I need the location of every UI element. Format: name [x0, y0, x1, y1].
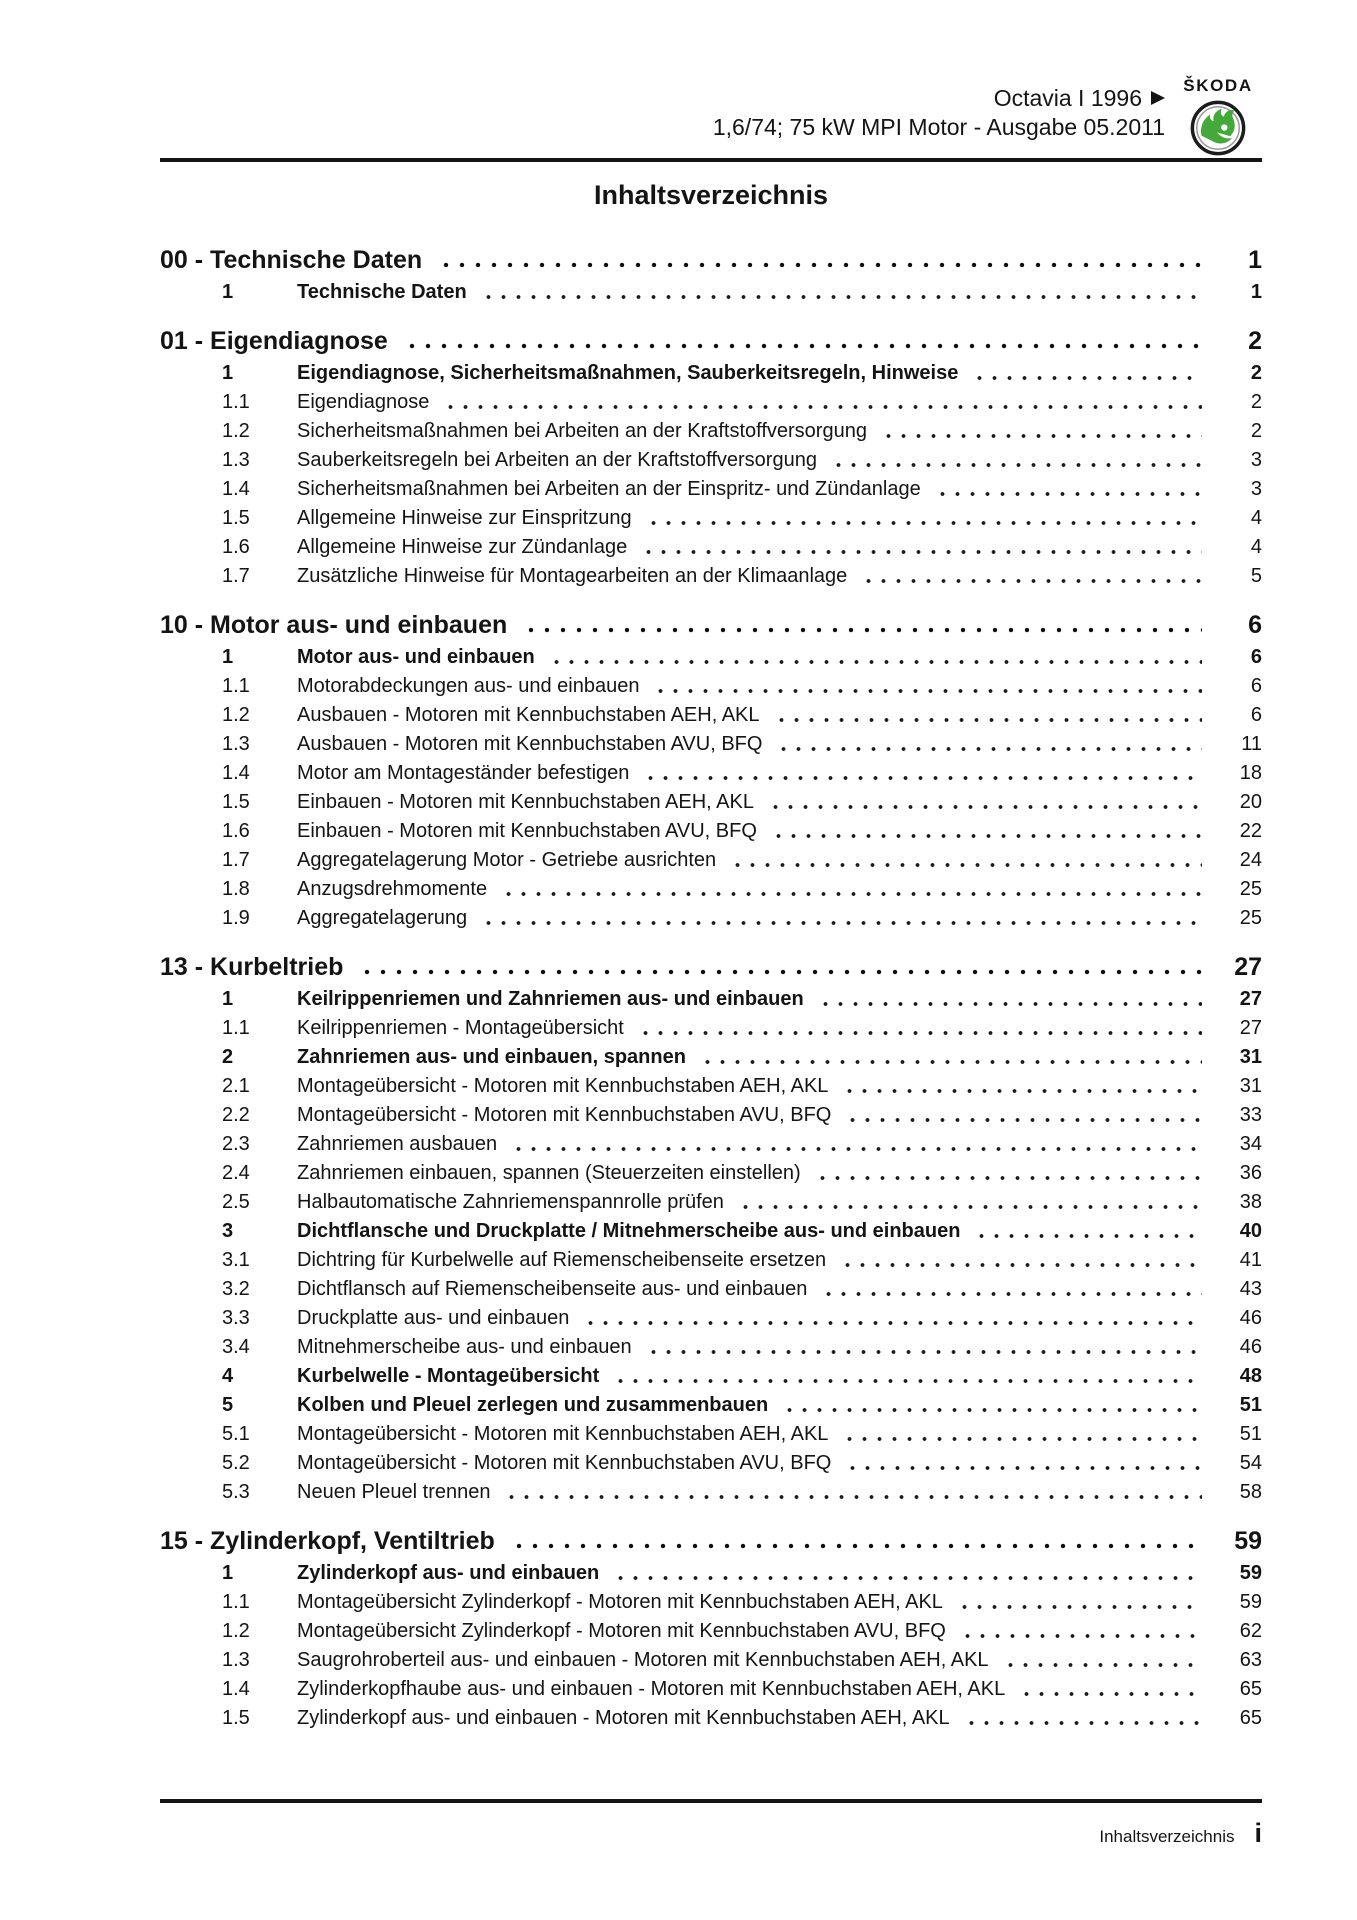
- toc-entry-title: Motor am Montageständer befestigen: [297, 762, 630, 784]
- toc-entry-title: Eigendiagnose: [297, 391, 430, 413]
- dot-leader: [838, 1246, 1202, 1275]
- toc-entry[interactable]: [160, 533, 1262, 562]
- toc-section-header[interactable]: [160, 323, 1262, 359]
- toc-entry-number: 1.2: [222, 1620, 250, 1642]
- toc-entry-number: 2.3: [222, 1133, 250, 1155]
- toc-entry-title: Montageübersicht - Motoren mit Kennbuchstaben AVU, BFQ: [297, 1104, 832, 1126]
- toc-entry[interactable]: [160, 1159, 1262, 1188]
- dot-leader: [728, 846, 1202, 875]
- toc-entry-page: 59: [1239, 1562, 1262, 1584]
- toc-entry[interactable]: [160, 504, 1262, 533]
- toc-entry-page: 38: [1239, 1191, 1262, 1213]
- toc-entry-page: 63: [1239, 1649, 1262, 1671]
- toc-entry-number: 1: [222, 988, 234, 1010]
- toc-entry-title: Montageübersicht Zylinderkopf - Motoren mit Kennbuchstaben AVU, BFQ: [297, 1620, 946, 1642]
- toc-entry-title: Dichtflansch auf Riemenscheibenseite aus- und einbauen: [297, 1278, 808, 1300]
- toc-entry-title: Einbauen - Motoren mit Kennbuchstaben AVU, BFQ: [297, 820, 757, 842]
- toc-entry[interactable]: [160, 904, 1262, 933]
- dot-leader: [970, 359, 1202, 388]
- toc-entry-number: 1.4: [222, 762, 250, 784]
- toc-entry-number: 2.1: [222, 1075, 250, 1097]
- footer-page-number: i: [1254, 1818, 1262, 1848]
- toc-entry-page: 34: [1239, 1133, 1262, 1155]
- toc-entry[interactable]: [160, 846, 1262, 875]
- toc-entry-title: Dichtring für Kurbelwelle auf Riemenscheibenseite ersetzen: [297, 1249, 827, 1271]
- toc-entry-page: 65: [1239, 1678, 1262, 1700]
- document-footer: [1099, 1820, 1262, 1847]
- dot-leader: [772, 701, 1202, 730]
- toc-entry-page: 46: [1239, 1307, 1262, 1329]
- toc-entry-number: 1.2: [222, 420, 250, 442]
- dot-leader: [958, 1617, 1202, 1646]
- toc-entry-page: 20: [1239, 791, 1262, 813]
- dot-leader: [1017, 1675, 1202, 1704]
- toc-entry-title: Saugrohroberteil aus- und einbauen - Motoren mit Kennbuchstaben AEH, AKL: [297, 1649, 989, 1671]
- toc-entry[interactable]: [160, 1072, 1262, 1101]
- toc-entry-page: 4: [1250, 536, 1262, 558]
- toc-entry[interactable]: [160, 278, 1262, 307]
- toc-section-title: 15 - Zylinderkopf, Ventiltrieb: [160, 1527, 495, 1555]
- toc-entry-page: 46: [1239, 1336, 1262, 1358]
- toc-entry-number: 1.9: [222, 907, 250, 929]
- toc-entry[interactable]: [160, 1646, 1262, 1675]
- skoda-logo: [1183, 76, 1253, 157]
- dot-leader: [434, 242, 1202, 278]
- toc-entry-number: 1.5: [222, 507, 250, 529]
- toc-entry-page: 24: [1239, 849, 1262, 871]
- toc-entry-page: 41: [1239, 1249, 1262, 1271]
- toc-entry[interactable]: [160, 1101, 1262, 1130]
- toc-section-page: 6: [1248, 611, 1262, 639]
- dot-leader: [955, 1588, 1202, 1617]
- toc-entry-number: 5: [222, 1394, 234, 1416]
- toc-entry[interactable]: [160, 701, 1262, 730]
- toc-entry-page: 27: [1239, 1017, 1262, 1039]
- toc-entry-page: 3: [1250, 478, 1262, 500]
- dot-leader: [611, 1559, 1202, 1588]
- toc-entry[interactable]: [160, 1043, 1262, 1072]
- toc: [160, 240, 1262, 1733]
- toc-entry[interactable]: [160, 417, 1262, 446]
- dot-leader: [766, 788, 1202, 817]
- toc-entry-number: 1.5: [222, 1707, 250, 1729]
- toc-entry[interactable]: [160, 1362, 1262, 1391]
- model-text: Octavia I 1996: [993, 85, 1142, 111]
- toc-entry[interactable]: [160, 1304, 1262, 1333]
- toc-entry-title: Mitnehmerscheibe aus- und einbauen: [297, 1336, 632, 1358]
- toc-entry-number: 1.7: [222, 565, 250, 587]
- toc-entry-page: 54: [1239, 1452, 1262, 1474]
- dot-leader: [651, 672, 1202, 701]
- toc-entry-number: 1.6: [222, 536, 250, 558]
- header-edition-line: 1,6/74; 75 kW MPI Motor - Ausgabe 05.2011: [712, 114, 1165, 140]
- toc-entry-title: Allgemeine Hinweise zur Einspritzung: [297, 507, 632, 529]
- toc-entry[interactable]: [160, 1675, 1262, 1704]
- toc-entry-number: 1.8: [222, 878, 250, 900]
- toc-entry-title: Halbautomatische Zahnriemenspannrolle prüfen: [297, 1191, 724, 1213]
- toc-entry-title: Keilrippenriemen und Zahnriemen aus- und einbauen: [297, 988, 804, 1010]
- toc-section: [160, 242, 1262, 307]
- toc-entry-title: Zahnriemen einbauen, spannen (Steuerzeiten einstellen): [297, 1162, 801, 1184]
- toc-entry-title: Montageübersicht - Motoren mit Kennbuchstaben AEH, AKL: [297, 1423, 829, 1445]
- dot-leader: [641, 759, 1202, 788]
- dot-leader: [479, 278, 1202, 307]
- header-model-line: [713, 84, 1165, 113]
- toc-section-page: 2: [1248, 327, 1262, 355]
- toc-entry-number: 3.1: [222, 1249, 250, 1271]
- toc-entry-title: Keilrippenriemen - Montageübersicht: [297, 1017, 624, 1039]
- toc-entry-page: 3: [1250, 449, 1262, 471]
- toc-entry-page: 25: [1239, 907, 1262, 929]
- toc-section-page: 27: [1234, 953, 1262, 981]
- toc-entry-title: Zahnriemen ausbauen: [297, 1133, 498, 1155]
- toc-entry-title: Zylinderkopf aus- und einbauen: [297, 1562, 600, 1584]
- toc-entry-title: Montageübersicht - Motoren mit Kennbuchstaben AEH, AKL: [297, 1075, 829, 1097]
- toc-entry-title: Zahnriemen aus- und einbauen, spannen: [297, 1046, 686, 1068]
- toc-entry-page: 51: [1239, 1394, 1262, 1416]
- toc-entry-title: Sicherheitsmaßnahmen bei Arbeiten an der Kraftstoffversorgung: [297, 420, 867, 442]
- toc-entry-page: 1: [1250, 281, 1262, 303]
- toc-entry-title: Anzugsdrehmomente: [297, 878, 488, 900]
- toc-entry-number: 1.3: [222, 733, 250, 755]
- toc-entry[interactable]: [160, 875, 1262, 904]
- toc-entry-page: 33: [1239, 1104, 1262, 1126]
- toc-entry[interactable]: [160, 1478, 1262, 1507]
- dot-leader: [933, 475, 1202, 504]
- toc-entry-title: Motorabdeckungen aus- und einbauen: [297, 675, 640, 697]
- toc-section-title: 10 - Motor aus- und einbauen: [160, 611, 508, 639]
- dot-leader: [829, 446, 1202, 475]
- toc-entry-number: 1.3: [222, 1649, 250, 1671]
- toc-entry-number: 3: [222, 1220, 234, 1242]
- toc-entry[interactable]: [160, 1617, 1262, 1646]
- toc-section: [160, 949, 1262, 1507]
- dot-leader: [1001, 1646, 1202, 1675]
- toc-entry-page: 22: [1239, 820, 1262, 842]
- toc-entry[interactable]: [160, 1275, 1262, 1304]
- toc-entry-number: 2: [222, 1046, 234, 1068]
- toc-entry-page: 48: [1239, 1365, 1262, 1387]
- toc-entry-title: Montageübersicht Zylinderkopf - Motoren mit Kennbuchstaben AEH, AKL: [297, 1591, 943, 1613]
- toc-entry[interactable]: [160, 985, 1262, 1014]
- dot-leader: [644, 1333, 1202, 1362]
- dot-leader: [843, 1101, 1202, 1130]
- toc-entry-number: 1: [222, 1562, 234, 1584]
- toc-entry[interactable]: [160, 1014, 1262, 1043]
- toc-entry-page: 36: [1239, 1162, 1262, 1184]
- dot-leader: [502, 1478, 1202, 1507]
- toc-entry[interactable]: [160, 1188, 1262, 1217]
- toc-entry[interactable]: [160, 759, 1262, 788]
- toc-entry[interactable]: [160, 562, 1262, 591]
- toc-entry-page: 51: [1239, 1423, 1262, 1445]
- toc-section-header[interactable]: [160, 607, 1262, 643]
- toc-entry[interactable]: [160, 359, 1262, 388]
- dot-leader: [843, 1449, 1202, 1478]
- toc-entry-page: 2: [1250, 420, 1262, 442]
- toc-section-title: 13 - Kurbeltrieb: [160, 953, 344, 981]
- toc-entry-title: Montageübersicht - Motoren mit Kennbuchstaben AVU, BFQ: [297, 1452, 832, 1474]
- toc-entry-page: 25: [1239, 878, 1262, 900]
- toc-entry-title: Einbauen - Motoren mit Kennbuchstaben AEH, AKL: [297, 791, 754, 813]
- toc-entry[interactable]: [160, 788, 1262, 817]
- dot-leader: [816, 985, 1202, 1014]
- toc-entry-number: 3.4: [222, 1336, 250, 1358]
- dot-leader: [962, 1704, 1202, 1733]
- toc-entry[interactable]: [160, 817, 1262, 846]
- toc-entry-number: 1.4: [222, 478, 250, 500]
- toc-entry[interactable]: [160, 1420, 1262, 1449]
- toc-entry[interactable]: [160, 446, 1262, 475]
- page-title: Inhaltsverzeichnis: [593, 180, 829, 210]
- dot-leader: [780, 1391, 1202, 1420]
- toc-section-page: 1: [1248, 246, 1262, 274]
- document-header: [713, 84, 1165, 142]
- toc-entry[interactable]: [160, 730, 1262, 759]
- toc-entry-page: 31: [1239, 1046, 1262, 1068]
- toc-entry-number: 3.2: [222, 1278, 250, 1300]
- toc-entry-title: Ausbauen - Motoren mit Kennbuchstaben AVU, BFQ: [297, 733, 763, 755]
- toc-entry-title: Zusätzliche Hinweise für Montagearbeiten an der Klimaanlage: [297, 565, 848, 587]
- toc-entry-number: 5.2: [222, 1452, 250, 1474]
- toc-entry-page: 58: [1239, 1481, 1262, 1503]
- toc-entry-page: 31: [1239, 1075, 1262, 1097]
- toc-entry-title: Zylinderkopfhaube aus- und einbauen - Motoren mit Kennbuchstaben AEH, AKL: [297, 1678, 1006, 1700]
- toc-entry-title: Technische Daten: [297, 281, 467, 303]
- toc-entry-title: Eigendiagnose, Sicherheitsmaßnahmen, Sauberkeitsregeln, Hinweise: [297, 362, 959, 384]
- dot-leader: [813, 1159, 1202, 1188]
- toc-entry-title: Druckplatte aus- und einbauen: [297, 1307, 570, 1329]
- toc-entry-number: 1.4: [222, 1678, 250, 1700]
- toc-entry[interactable]: [160, 1559, 1262, 1588]
- toc-entry-page: 5: [1250, 565, 1262, 587]
- dot-leader: [774, 730, 1202, 759]
- toc-section-page: 59: [1234, 1527, 1262, 1555]
- dot-leader: [499, 875, 1202, 904]
- dot-leader: [636, 1014, 1202, 1043]
- toc-entry-page: 2: [1250, 362, 1262, 384]
- toc-entry-page: 2: [1250, 391, 1262, 413]
- toc-entry-page: 6: [1250, 704, 1262, 726]
- toc-entry[interactable]: [160, 1333, 1262, 1362]
- dot-leader: [639, 533, 1202, 562]
- toc-entry[interactable]: [160, 1217, 1262, 1246]
- dot-leader: [769, 817, 1202, 846]
- toc-entry[interactable]: [160, 643, 1262, 672]
- header-divider: [160, 158, 1262, 162]
- dot-leader: [547, 643, 1202, 672]
- dot-leader: [441, 388, 1202, 417]
- dot-leader: [840, 1420, 1202, 1449]
- toc-entry[interactable]: [160, 1130, 1262, 1159]
- toc-entry-page: 62: [1239, 1620, 1262, 1642]
- dot-leader: [507, 1523, 1202, 1559]
- toc-entry-number: 2.4: [222, 1162, 250, 1184]
- dot-leader: [972, 1217, 1202, 1246]
- arrow-right-icon: [1151, 91, 1165, 105]
- toc-entry-number: 1.7: [222, 849, 250, 871]
- toc-entry-title: Dichtflansche und Druckplatte / Mitnehmerscheibe aus- und einbauen: [297, 1220, 961, 1242]
- toc-entry-number: 2.2: [222, 1104, 250, 1126]
- toc-entry-title: Sauberkeitsregeln bei Arbeiten an der Kraftstoffversorgung: [297, 449, 817, 471]
- toc-entry-title: Ausbauen - Motoren mit Kennbuchstaben AEH, AKL: [297, 704, 760, 726]
- toc-entry-number: 2.5: [222, 1191, 250, 1213]
- toc-entry-page: 11: [1241, 733, 1262, 755]
- toc-entry-title: Kurbelwelle - Montageübersicht: [297, 1365, 600, 1387]
- footer-divider: [160, 1799, 1262, 1803]
- dot-leader: [355, 949, 1202, 985]
- toc-entry[interactable]: [160, 388, 1262, 417]
- toc-entry[interactable]: [160, 1588, 1262, 1617]
- toc-entry-number: 1: [222, 362, 234, 384]
- dot-leader: [736, 1188, 1202, 1217]
- dot-leader: [519, 607, 1202, 643]
- toc-entry-number: 4: [222, 1365, 234, 1387]
- toc-entry-page: 6: [1250, 675, 1262, 697]
- toc-entry[interactable]: [160, 1391, 1262, 1420]
- dot-leader: [859, 562, 1202, 591]
- toc-entry-number: 1.1: [222, 1591, 250, 1613]
- toc-entry-title: Sicherheitsmaßnahmen bei Arbeiten an der Einspritz- und Zündanlage: [297, 478, 921, 500]
- toc-entry-page: 27: [1239, 988, 1262, 1010]
- toc-entry-title: Motor aus- und einbauen: [297, 646, 535, 668]
- toc-entry-page: 4: [1250, 507, 1262, 529]
- toc-entry-number: 1.5: [222, 791, 250, 813]
- toc-entry-title: Zylinderkopf aus- und einbauen - Motoren mit Kennbuchstaben AEH, AKL: [297, 1707, 950, 1729]
- toc-entry-number: 1.1: [222, 391, 250, 413]
- toc-entry-title: Kolben und Pleuel zerlegen und zusammenbauen: [297, 1394, 769, 1416]
- toc-entry-number: 3.3: [222, 1307, 250, 1329]
- toc-entry[interactable]: [160, 1449, 1262, 1478]
- dot-leader: [400, 323, 1202, 359]
- toc-entry-title: Aggregatelagerung: [297, 907, 468, 929]
- toc-entry-page: 43: [1239, 1278, 1262, 1300]
- dot-leader: [644, 504, 1202, 533]
- dot-leader: [819, 1275, 1202, 1304]
- dot-leader: [698, 1043, 1202, 1072]
- toc-section-header[interactable]: [160, 242, 1262, 278]
- toc-entry[interactable]: [160, 1246, 1262, 1275]
- skoda-emblem-icon: [1189, 99, 1247, 157]
- toc-entry-number: 5.1: [222, 1423, 250, 1445]
- toc-entry-number: 5.3: [222, 1481, 250, 1503]
- toc-section: [160, 323, 1262, 591]
- toc-entry-page: 59: [1239, 1591, 1262, 1613]
- dot-leader: [879, 417, 1202, 446]
- toc-entry-title: Aggregatelagerung Motor - Getriebe ausrichten: [297, 849, 717, 871]
- toc-section-header[interactable]: [160, 949, 1262, 985]
- toc-entry-page: 6: [1250, 646, 1262, 668]
- toc-entry[interactable]: [160, 672, 1262, 701]
- toc-entry[interactable]: [160, 475, 1262, 504]
- toc-section-header[interactable]: [160, 1523, 1262, 1559]
- dot-leader: [611, 1362, 1202, 1391]
- toc-entry[interactable]: [160, 1704, 1262, 1733]
- toc-entry-page: 65: [1239, 1707, 1262, 1729]
- footer-label: Inhaltsverzeichnis: [1099, 1827, 1235, 1846]
- toc-entry-page: 18: [1239, 762, 1262, 784]
- toc-section-title: 00 - Technische Daten: [160, 246, 423, 274]
- toc-entry-number: 1.1: [222, 1017, 250, 1039]
- toc-entry-title: Allgemeine Hinweise zur Zündanlage: [297, 536, 628, 558]
- toc-entry-number: 1.1: [222, 675, 250, 697]
- toc-entry-number: 1.3: [222, 449, 250, 471]
- toc-entry-page: 40: [1239, 1220, 1262, 1242]
- toc-entry-number: 1.6: [222, 820, 250, 842]
- dot-leader: [479, 904, 1202, 933]
- dot-leader: [581, 1304, 1202, 1333]
- dot-leader: [509, 1130, 1202, 1159]
- toc-entry-number: 1: [222, 281, 234, 303]
- skoda-wordmark: ŠKODA: [1183, 76, 1253, 95]
- toc-section-title: 01 - Eigendiagnose: [160, 327, 388, 355]
- toc-section: [160, 1523, 1262, 1733]
- toc-entry-number: 1.2: [222, 704, 250, 726]
- toc-section: [160, 607, 1262, 933]
- toc-entry-number: 1: [222, 646, 234, 668]
- dot-leader: [840, 1072, 1202, 1101]
- toc-entry-title: Neuen Pleuel trennen: [297, 1481, 491, 1503]
